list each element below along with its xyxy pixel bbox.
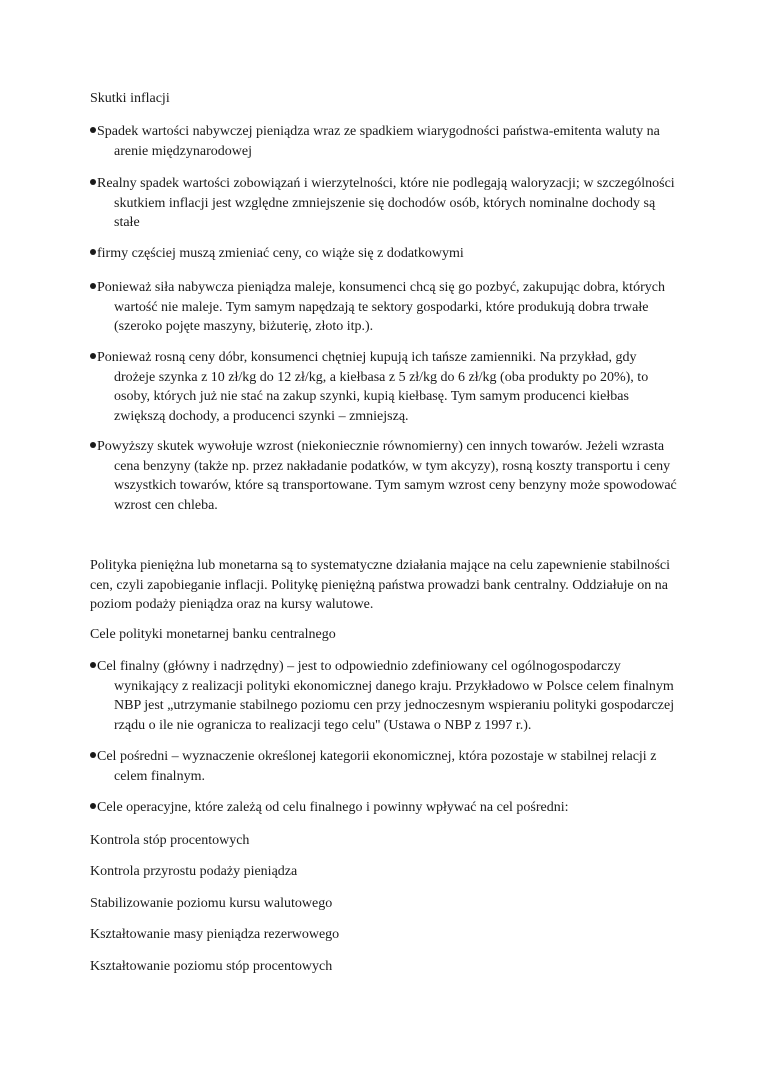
bullet-dot-icon xyxy=(90,353,96,359)
bullet-item xyxy=(90,122,680,161)
bullet-dot-icon xyxy=(90,179,96,185)
bullet-item xyxy=(90,278,680,337)
bullet-item xyxy=(90,657,680,735)
bullet-text: Realny spadek wartości zobowiązań i wierzytelności, które nie podlegają waloryzacji; w szczególności skutkiem inflacji jest względne zmniejszenie się dochodów osób, których nominalne dochody są stałe xyxy=(97,176,675,230)
bullet-item xyxy=(90,174,680,233)
bullet-dot-icon xyxy=(90,442,96,448)
bullet-dot-icon xyxy=(90,127,96,133)
bullet-dot-icon xyxy=(90,752,96,758)
list-item: Stabilizowanie poziomu kursu walutowego xyxy=(90,896,333,911)
bullet-dot-icon xyxy=(90,249,96,255)
bullet-text: Spadek wartości nabywczej pieniądza wraz ze spadkiem wiarygodności państwa-emitenta waluty na arenie międzynarodowej xyxy=(97,124,660,159)
monetary-policy-intro: Polityka pieniężna lub monetarna są to systematyczne działania mające na celu zapewnienie stabilności cen, czyli zapobieganie inflacji. Politykę pieniężną państwa prowadzi bank centralny. Oddziałuje on na poziom podaży pieniądza oraz na kursy walutowe. xyxy=(90,558,670,612)
bullet-text: Ponieważ siła nabywcza pieniądza maleje, konsumenci chcą się go pozbyć, zakupując dobra, których wartość nie maleje. Tym samym napędzają te sektory gospodarki, które produkują dobra trwałe (szeroko pojęte maszyny, biżuterię, złoto itp.). xyxy=(97,280,665,334)
bullet-item xyxy=(90,348,680,426)
bullet-dot-icon xyxy=(90,662,96,668)
bullet-item xyxy=(90,244,680,264)
list-item: Kontrola stóp procentowych xyxy=(90,833,250,848)
bullet-text: Ponieważ rosną ceny dóbr, konsumenci chętniej kupują ich tańsze zamienniki. Na przykład, gdy drożeje szynka z 10 zł/kg do 12 zł/kg, a kiełbasa z 5 zł/kg do 6 zł/kg (oba produkty po 20%), to osoby, których już nie stać na zakup szynki, kupią kiełbasę. Tym samym producenci kiełbas zwiększą dochody, a producenci szynki – zmniejszą. xyxy=(97,350,649,424)
bullet-text: Cel pośredni – wyznaczenie określonej kategorii ekonomicznej, która pozostaje w stabilnej relacji z celem finalnym. xyxy=(97,749,657,784)
bullet-item xyxy=(90,798,680,818)
bullet-dot-icon xyxy=(90,283,96,289)
bullet-dot-icon xyxy=(90,803,96,809)
bullet-item xyxy=(90,437,680,515)
bullet-item xyxy=(90,747,680,786)
bullet-text: Cele operacyjne, które zależą od celu finalnego i powinny wpływać na cel pośredni: xyxy=(97,800,569,815)
bullet-text: Cel finalny (główny i nadrzędny) – jest to odpowiednio zdefiniowany cel ogólnogospodarczy wynikający z realizacji polityki ekonomicznej danego kraju. Przykładowo w Polsce celem finalnym NBP jest „utrzymanie stabilnego poziomu cen przy jednoczesnym wspieraniu polityki gospodarczej rządu o ile nie ogranicza to realizacji tego celu'' (Ustawa o NBP z 1997 r.). xyxy=(97,659,675,733)
list-item: Kształtowanie masy pieniądza rezerwowego xyxy=(90,927,340,942)
bullet-text: Powyższy skutek wywołuje wzrost (niekoniecznie równomierny) cen innych towarów. Jeżeli wzrasta cena benzyny (także np. przez nakładanie podatków, w tym akcyzy), rosną koszty transportu i ceny wszystkich towarów, które są transportowane. Tym samym wzrost ceny benzyny może spowodować wzrost cen chleba. xyxy=(97,439,677,513)
bullet-text: firmy częściej muszą zmieniać ceny, co wiąże się z dodatkowymi xyxy=(97,246,464,261)
section-title-inflation-effects: Skutki inflacji xyxy=(90,91,170,106)
list-item: Kształtowanie poziomu stóp procentowych xyxy=(90,959,333,974)
list-item: Kontrola przyrostu podaży pieniądza xyxy=(90,864,298,879)
section-title-monetary-goals: Cele polityki monetarnej banku centralnego xyxy=(90,627,336,642)
